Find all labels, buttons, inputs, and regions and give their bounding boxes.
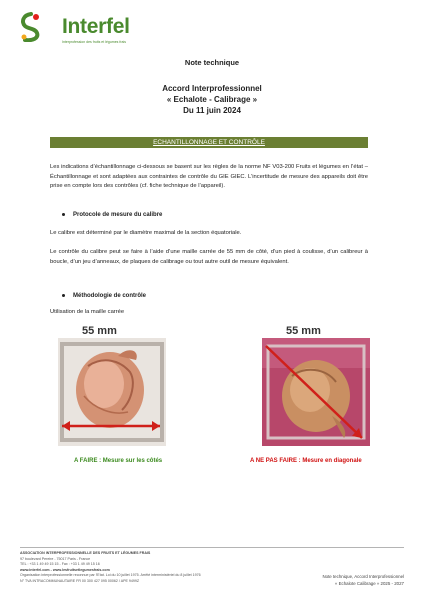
protocol-paragraph-2: Le contrôle du calibre peut se faire à l’aide d’une maille carrée de 55 mm de côté, d’un pied à coulisse, d’un calibreur à boucle, d’un jeu d’anneaux, de plaques de calibrage ou tout autre outil de mesure équivalent. [50, 249, 368, 265]
interfel-logo [20, 12, 140, 44]
protocol-paragraph-1: Le calibre est déterminé par le diamètre maximal de la section équatoriale. [50, 230, 242, 236]
mesh-size-label-right: 55 mm [286, 325, 321, 337]
document-title [0, 83, 424, 116]
method-heading [62, 293, 146, 299]
intro-paragraph: Les indications d’échantillonnage ci-dessous se basent sur les règles de la norme NF V03-200 Fruits et légumes en l’état – Échantillonnage et sont adaptées aux contraintes de contrôle du GIE GIEC. L’incertitude de mesure des appareils doit être prise en compte lors des contrôles (cf. fiche technique de l’appareil). [50, 164, 368, 189]
footer-contact [20, 551, 260, 585]
protocol-heading [62, 212, 162, 218]
shallot-incorrect-measure-image [262, 326, 370, 446]
caption-incorrect: A NE PAS FAIRE : Mesure en diagonale [250, 458, 362, 464]
brand-name: Interfel [62, 15, 130, 38]
footer-org: ASSOCIATION INTERPROFESSIONNELLE DES FRUITS ET LÉGUMES FRAIS [20, 551, 151, 555]
footer-address: 97 boulevard Pereire - 75017 Paris - France [20, 556, 91, 561]
document-type: Note technique [184, 58, 240, 67]
bullet-icon [62, 294, 65, 297]
interfel-logo-icon [20, 12, 42, 42]
method-subheading: Utilisation de la maille carrée [50, 309, 125, 315]
brand-tagline: Interprofession des fruits et légumes frais [62, 40, 127, 44]
shallot-correct-measure-image [58, 326, 166, 446]
caption-correct: A FAIRE : Mesure sur les côtés [74, 458, 163, 464]
section-heading: ECHANTILLONNAGE ET CONTRÔLE [50, 137, 368, 148]
footer-legal-2: N° TVA INTRACOMMUNAUTAIRE FR 00 300 427 095 00062 / APE 9499Z [20, 578, 140, 583]
footer-legal-1: Organisation interprofessionnelle reconnue par l’Etat. Loi du 10 juillet 1975. Arrêté interministériel du 8 juillet 1976 [20, 573, 201, 578]
footer-phone: TEL : +33 1 49 49 15 15 - Fax : +33 1 49 49 15 16 [20, 562, 100, 567]
protocol-heading-text: Protocole de mesure du calibre [73, 212, 163, 218]
bullet-icon [62, 213, 65, 216]
title-line-2: « Echalote - Calibrage » [166, 95, 258, 104]
footer-divider [20, 547, 404, 548]
mesh-size-label-left: 55 mm [82, 325, 117, 337]
title-line-1: Accord Interprofessionnel [162, 84, 262, 93]
method-heading-text: Méthodologie de contrôle [73, 293, 146, 299]
footer-web: www.interfel.com - www.lesfruitsetlegumesfrais.com [20, 567, 110, 572]
title-line-3: Du 11 juin 2024 [183, 106, 241, 115]
footer-doc-ref-1: Note technique, Accord Interprofessionnel [322, 574, 404, 579]
footer-doc-ref-2: « Echalote Calibrage » 2025 - 2027 [334, 580, 404, 586]
footer-doc-ref [262, 574, 404, 587]
